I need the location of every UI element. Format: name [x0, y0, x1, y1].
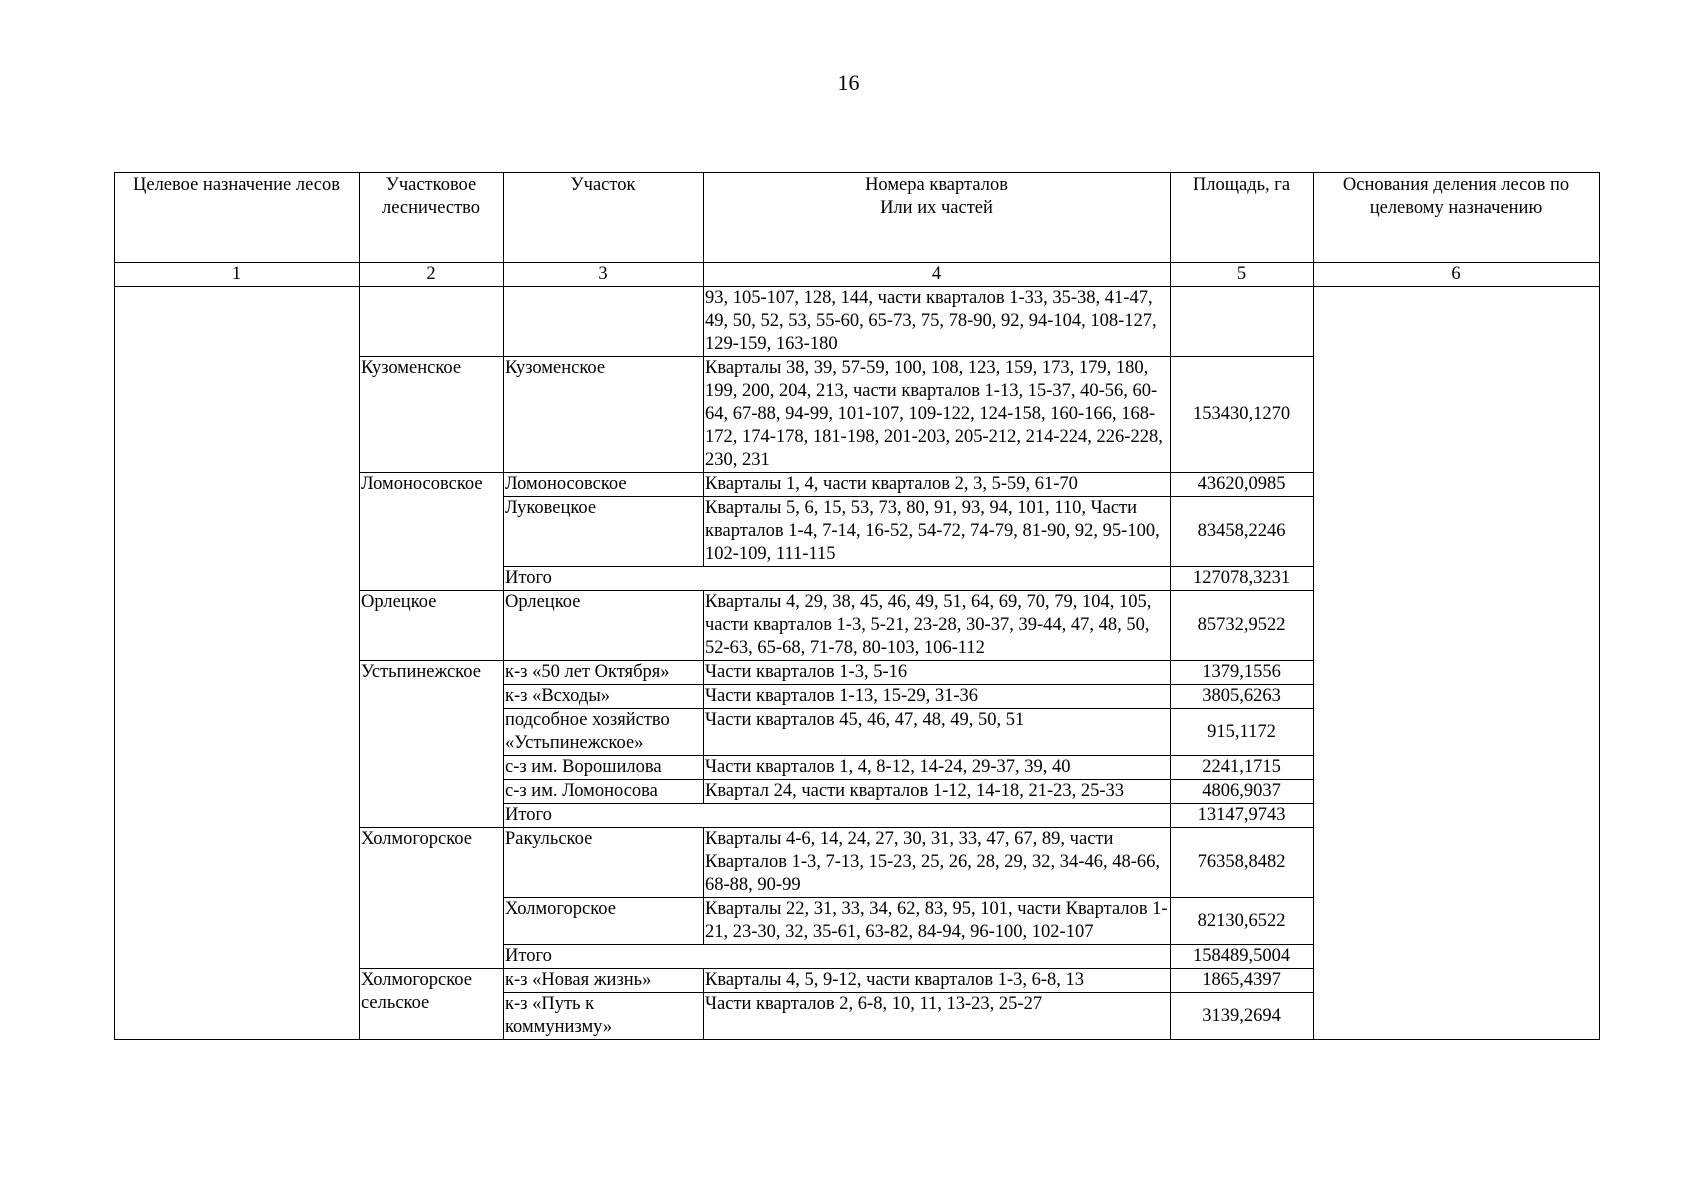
section-cell: Ракульское	[504, 828, 704, 898]
column-number: 3	[504, 263, 704, 287]
quarters-cell: Кварталы 38, 39, 57-59, 100, 108, 123, 159, 173, 179, 180, 199, 200, 204, 213, части кварталов 1-13, 15-37, 40-56, 60-64, 67-88, 94-99, 101-107, 109-122, 124-158, 160-166, 168-172, 174-178, 181-198, 201-203, 205-212, 214-224, 226-228, 230, 231	[704, 357, 1171, 473]
quarters-cell: Части кварталов 45, 46, 47, 48, 49, 50, 51	[704, 709, 1171, 756]
section-cell: с-з им. Ворошилова	[504, 756, 704, 780]
header-row	[115, 173, 1600, 263]
quarters-cell: 93, 105-107, 128, 144, части кварталов 1-33, 35-38, 41-47, 49, 50, 52, 53, 55-60, 65-73, 75, 78-90, 92, 94-104, 108-127, 129-159, 163-180	[704, 287, 1171, 357]
forest-purpose-table	[114, 172, 1600, 1040]
section-cell: с-з им. Ломоносова	[504, 780, 704, 804]
area-cell: 3805,6263	[1171, 685, 1314, 709]
forestry-cell: Кузоменское	[360, 357, 504, 473]
area-cell: 83458,2246	[1171, 497, 1314, 567]
header-section: Участок	[504, 173, 704, 263]
section-cell: к-з «Новая жизнь»	[504, 969, 704, 993]
header-forestry: Участковое лесничество	[360, 173, 504, 263]
quarters-cell: Части кварталов 2, 6-8, 10, 11, 13-23, 25-27	[704, 993, 1171, 1040]
quarters-cell: Части кварталов 1-3, 5-16	[704, 661, 1171, 685]
quarters-cell: Части кварталов 1, 4, 8-12, 14-24, 29-37, 39, 40	[704, 756, 1171, 780]
quarters-cell: Кварталы 5, 6, 15, 53, 73, 80, 91, 93, 94, 101, 110, Части кварталов 1-4, 7-14, 16-52, 54-72, 74-79, 81-90, 92, 95-100, 102-109, 111-115	[704, 497, 1171, 567]
area-cell: 1865,4397	[1171, 969, 1314, 993]
basis-cell	[1314, 287, 1600, 1040]
section-cell: Холмогорское	[504, 898, 704, 945]
purpose-cell	[115, 287, 360, 1040]
section-cell: к-з «50 лет Октября»	[504, 661, 704, 685]
table-row	[115, 287, 1600, 357]
area-cell: 1379,1556	[1171, 661, 1314, 685]
column-number: 1	[115, 263, 360, 287]
column-number-row	[115, 263, 1600, 287]
total-area: 127078,3231	[1171, 567, 1314, 591]
page-number: 16	[837, 70, 860, 95]
total-label: Итого	[504, 804, 1171, 828]
total-label: Итого	[504, 567, 1171, 591]
forestry-cell: Холмогорское	[360, 828, 504, 969]
section-cell	[504, 287, 704, 357]
forestry-cell	[360, 287, 504, 357]
header-quarters: Номера кварталов Или их частей	[704, 173, 1171, 263]
column-number: 2	[360, 263, 504, 287]
section-cell: подсобное хозяйство «Устьпинежское»	[504, 709, 704, 756]
quarters-cell: Части кварталов 1-13, 15-29, 31-36	[704, 685, 1171, 709]
section-cell: к-з «Путь к коммунизму»	[504, 993, 704, 1040]
quarters-cell: Кварталы 1, 4, части кварталов 2, 3, 5-59, 61-70	[704, 473, 1171, 497]
forestry-cell: Холмогорское сельское	[360, 969, 504, 1040]
area-cell: 4806,9037	[1171, 780, 1314, 804]
area-cell: 76358,8482	[1171, 828, 1314, 898]
area-cell	[1171, 287, 1314, 357]
section-cell: Кузоменское	[504, 357, 704, 473]
forestry-cell: Ломоносовское	[360, 473, 504, 591]
section-cell: Ломоносовское	[504, 473, 704, 497]
quarters-cell: Кварталы 22, 31, 33, 34, 62, 83, 95, 101, части Кварталов 1-21, 23-30, 32, 35-61, 63-82, 84-94, 96-100, 102-107	[704, 898, 1171, 945]
total-label: Итого	[504, 945, 1171, 969]
column-number: 6	[1314, 263, 1600, 287]
forestry-cell: Орлецкое	[360, 591, 504, 661]
column-number: 4	[704, 263, 1171, 287]
forestry-cell: Устьпинежское	[360, 661, 504, 828]
area-cell: 2241,1715	[1171, 756, 1314, 780]
quarters-cell: Кварталы 4-6, 14, 24, 27, 30, 31, 33, 47, 67, 89, части Кварталов 1-3, 7-13, 15-23, 25, 26, 28, 29, 32, 34-46, 48-66, 68-88, 90-99	[704, 828, 1171, 898]
header-area: Площадь, га	[1171, 173, 1314, 263]
quarters-cell: Кварталы 4, 5, 9-12, части кварталов 1-3, 6-8, 13	[704, 969, 1171, 993]
section-cell: Луковецкое	[504, 497, 704, 567]
total-area: 13147,9743	[1171, 804, 1314, 828]
quarters-cell: Кварталы 4, 29, 38, 45, 46, 49, 51, 64, 69, 70, 79, 104, 105, части кварталов 1-3, 5-21, 23-28, 30-37, 39-44, 47, 48, 50, 52-63, 65-68, 71-78, 80-103, 106-112	[704, 591, 1171, 661]
section-cell: к-з «Всходы»	[504, 685, 704, 709]
area-cell: 43620,0985	[1171, 473, 1314, 497]
header-basis: Основания деления лесов по целевому назначению	[1314, 173, 1600, 263]
section-cell: Орлецкое	[504, 591, 704, 661]
quarters-cell: Квартал 24, части кварталов 1-12, 14-18, 21-23, 25-33	[704, 780, 1171, 804]
area-cell: 3139,2694	[1171, 993, 1314, 1040]
area-cell: 82130,6522	[1171, 898, 1314, 945]
header-purpose: Целевое назначение лесов	[115, 173, 360, 263]
column-number: 5	[1171, 263, 1314, 287]
area-cell: 153430,1270	[1171, 357, 1314, 473]
total-area: 158489,5004	[1171, 945, 1314, 969]
area-cell: 85732,9522	[1171, 591, 1314, 661]
area-cell: 915,1172	[1171, 709, 1314, 756]
